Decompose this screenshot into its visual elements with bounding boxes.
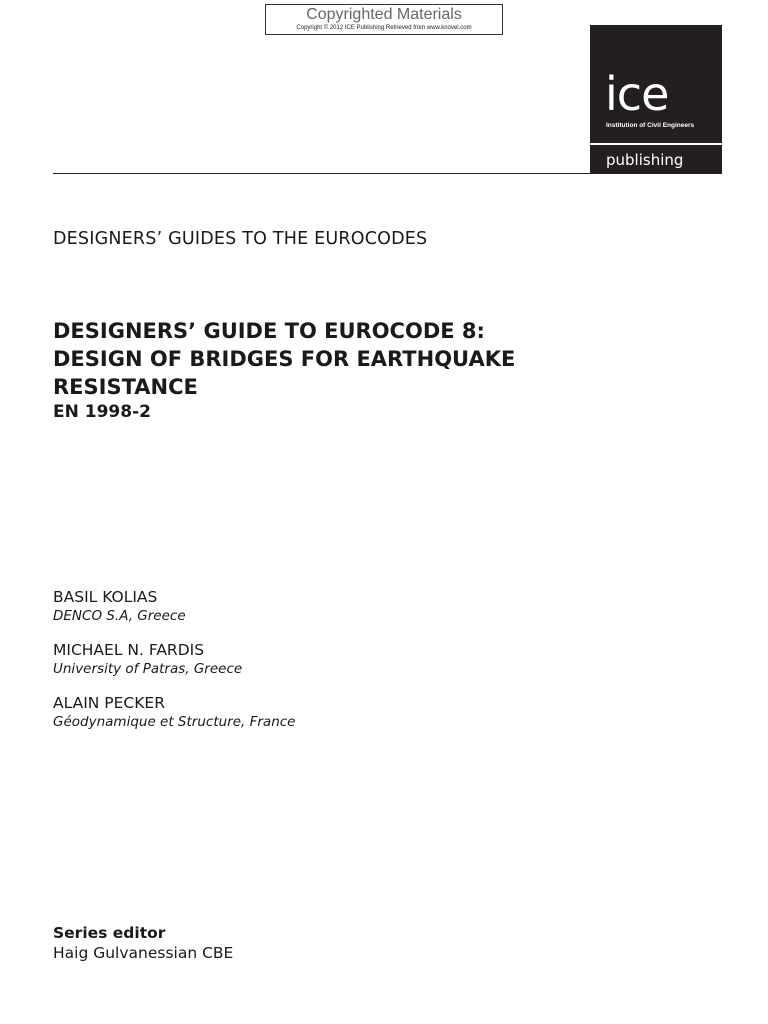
author-block	[53, 588, 186, 625]
copyright-watermark	[265, 4, 503, 35]
watermark-line: Copyright © 2012 ICE Publishing Retrieved from www.knovel.com	[296, 25, 472, 31]
book-title-line: RESISTANCE	[53, 375, 198, 399]
series-title: DESIGNERS’ GUIDES TO THE EUROCODES	[53, 229, 428, 249]
logo-label: publishing	[606, 151, 684, 169]
series-editor	[53, 923, 233, 963]
author-affiliation: DENCO S.A, Greece	[53, 608, 186, 624]
author-name: MICHAEL N. FARDIS	[53, 641, 205, 659]
author-block	[53, 641, 242, 678]
author-affiliation: Géodynamique et Structure, France	[53, 714, 296, 730]
series-editor-label: Series editor	[53, 924, 166, 942]
header-rule	[53, 173, 722, 174]
logo-mark: ice	[605, 67, 669, 121]
book-title	[53, 317, 515, 401]
series-editor-name: Haig Gulvanessian CBE	[53, 944, 234, 962]
book-title-line: DESIGN OF BRIDGES FOR EARTHQUAKE	[53, 347, 516, 371]
logo-subtitle: Institution of Civil Engineers	[606, 122, 695, 129]
author-block	[53, 694, 295, 731]
author-name: BASIL KOLIAS	[53, 588, 158, 606]
author-name: ALAIN PECKER	[53, 694, 165, 712]
watermark-title: Copyrighted Materials	[306, 6, 462, 23]
author-affiliation: University of Patras, Greece	[53, 661, 243, 677]
book-title-line: DESIGNERS’ GUIDE TO EUROCODE 8:	[53, 319, 485, 343]
ice-publishing-logo	[590, 25, 722, 174]
standard-code: EN 1998-2	[53, 402, 151, 422]
logo-divider	[590, 143, 722, 145]
